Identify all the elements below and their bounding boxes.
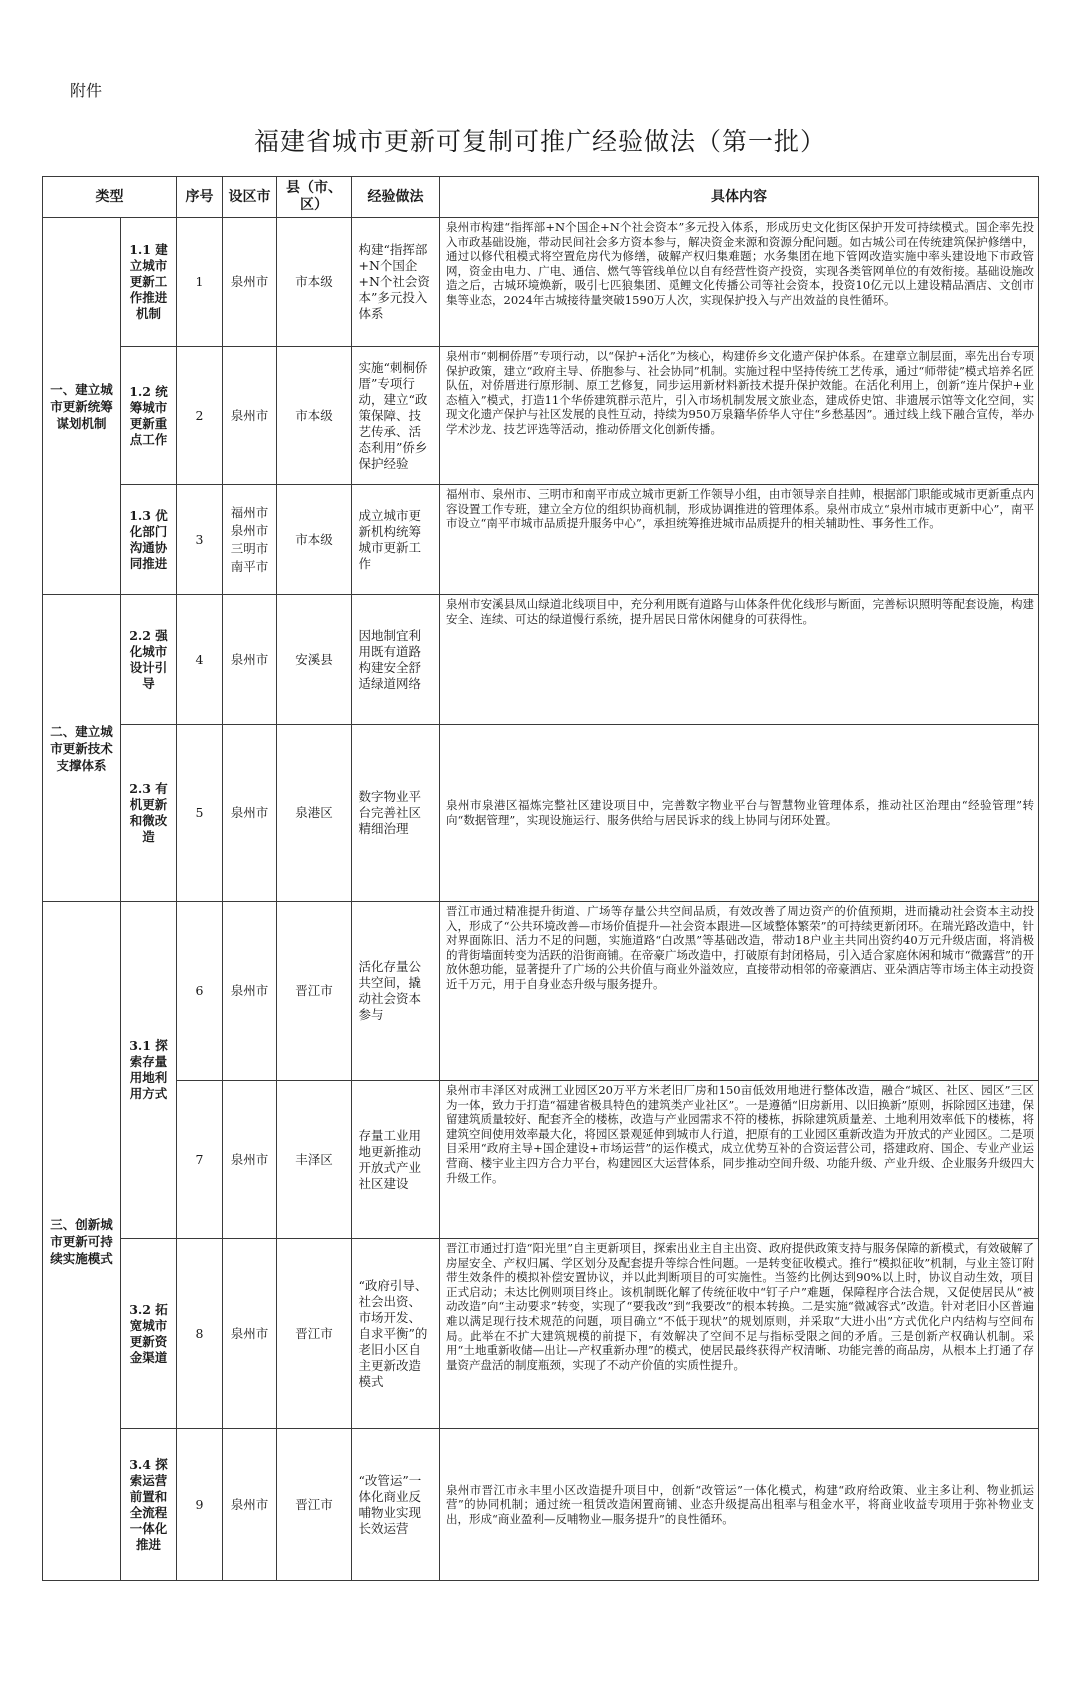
page-title: 福建省城市更新可复制可推广经验做法（第一批） <box>253 127 826 156</box>
table-header-row <box>43 177 1039 218</box>
experience-cell: 构建“指挥部+N个国企+N个社会资本”多元投入体系 <box>352 218 440 347</box>
city-cell: 泉州市 <box>223 1081 277 1239</box>
table-row <box>43 218 1039 347</box>
city-cell: 泉州市 <box>223 1429 277 1581</box>
category-cell: 二、建立城市更新技术支撑体系 <box>43 595 121 902</box>
experience-cell: “改管运”一体化商业反哺物业实现长效运营 <box>352 1429 440 1581</box>
subcategory-cell: 2.2 强化城市设计引导 <box>121 595 177 725</box>
content-cell: 福州市、泉州市、三明市和南平市成立城市更新工作领导小组，由市领导亲自挂帅，根据部门职能或城市更新重点内容设置工作专班，建立全方位的组织协商机制，形成协调推进的管理体系。泉州市成立“泉州市城市更新中心”，南平市设立“南平市城市品质提升服务中心”，承担统筹推进城市品质提升的相关辅助性、事务性工作。 <box>440 485 1039 595</box>
header-city: 设区市 <box>223 177 277 218</box>
content-cell: 泉州市晋江市永丰里小区改造提升项目中，创新“改管运”一体化模式，构建“政府给政策、业主多让利、物业抓运营”的协同机制；通过统一租赁改造闲置商铺、业态升级提高出租率与租金水平，将商业收益专项用于弥补物业支出，形成“商业盈利—反哺物业—服务提升”的良性循环。 <box>440 1429 1039 1581</box>
county-cell: 泉港区 <box>277 725 352 902</box>
attachment-label: 附件 <box>70 81 103 100</box>
row-number: 1 <box>177 218 223 347</box>
county-cell: 晋江市 <box>277 1429 352 1581</box>
city-cell: 泉州市 <box>223 218 277 347</box>
content-cell: 泉州市泉港区福炼完整社区建设项目中，完善数字物业平台与智慧物业管理体系，推动社区治理由“经验管理”转向“数据管理”，实现设施运行、服务供给与居民诉求的线上协同与闭环处置。 <box>440 725 1039 902</box>
county-cell: 晋江市 <box>277 902 352 1081</box>
subcategory-cell: 3.2 拓宽城市更新资金渠道 <box>121 1239 177 1429</box>
subcategory-cell: 3.4 探索运营前置和全流程一体化推进 <box>121 1429 177 1581</box>
table-row <box>43 1429 1039 1581</box>
header-type: 类型 <box>43 177 177 218</box>
city-cell: 泉州市 <box>223 347 277 485</box>
table-row <box>43 347 1039 485</box>
table-row <box>43 1081 1039 1239</box>
content-cell: 晋江市通过精准提升街道、广场等存量公共空间品质，有效改善了周边资产的价值预期，进而撬动社会资本主动投入，形成了“公共环境改善—市场价值提升—社会资本跟进—区域整体繁荣”的可持续更新闭环。在瑞光路改造中，针对界面陈旧、活力不足的问题，实施道路“白改黑”等基础改造，带动18户业主共同出资约40万元升级店面，将消极的背街墙面转变为活跃的沿街商铺。在帝豪广场改造中，打破原有封闭格局，引入适合家庭休闲和城市“微露营”的开放休憩功能，显著提升了广场的公共价值与商业外溢效应，直接带动相邻的帝豪酒店、亚朵酒店等市场主体主动投资近千万元，用于自身业态升级与服务提升。 <box>440 902 1039 1081</box>
table-row <box>43 485 1039 595</box>
experience-table <box>42 176 1039 1581</box>
row-number: 6 <box>177 902 223 1081</box>
subcategory-cell: 3.1 探索存量用地利用方式 <box>121 902 177 1239</box>
county-cell: 市本级 <box>277 485 352 595</box>
county-cell: 丰泽区 <box>277 1081 352 1239</box>
city-cell: 泉州市 <box>223 595 277 725</box>
content-cell: 泉州市构建“指挥部+N个国企+N个社会资本”多元投入体系，形成历史文化街区保护开发可持续模式。国企率先投入市政基础设施，带动民间社会多方资本参与，解决资金来源和资源分配问题。如古城公司在传统建筑保护修缮中，通过以修代租模式将空置危房代为修缮，破解产权归集难题；水务集团在地下管网改造实施中率头建设地下市政管网，资金由电力、广电、通信、燃气等管线单位以自有经营性资产投资，实现各类管网单位的有效衔接。基础设施改造之后，古城环境焕新，吸引七匹狼集团、觅鲤文化传播公司等社会资本，投资10亿元以上建设精品酒店、文创市集等业态，2024年古城接待量突破1590万人次，实现保护投入与产出效益的良性循环。 <box>440 218 1039 347</box>
experience-cell: 存量工业用地更新推动开放式产业社区建设 <box>352 1081 440 1239</box>
city-cell: 福州市 泉州市 三明市 南平市 <box>223 485 277 595</box>
header-content: 具体内容 <box>440 177 1039 218</box>
row-number: 4 <box>177 595 223 725</box>
city-cell: 泉州市 <box>223 902 277 1081</box>
header-experience: 经验做法 <box>352 177 440 218</box>
experience-cell: 实施“刺桐侨厝”专项行动，建立“政策保障、技艺传承、活态利用”侨乡保护经验 <box>352 347 440 485</box>
experience-cell: 成立城市更新机构统筹城市更新工作 <box>352 485 440 595</box>
experience-cell: 因地制宜利用既有道路构建安全舒适绿道网络 <box>352 595 440 725</box>
category-cell: 一、建立城市更新统筹谋划机制 <box>43 218 121 595</box>
county-cell: 市本级 <box>277 218 352 347</box>
row-number: 7 <box>177 1081 223 1239</box>
experience-cell: 活化存量公共空间，撬动社会资本参与 <box>352 902 440 1081</box>
subcategory-cell: 1.1 建立城市更新工作推进机制 <box>121 218 177 347</box>
header-county: 县（市、区） <box>277 177 352 218</box>
table-row <box>43 902 1039 1081</box>
county-cell: 安溪县 <box>277 595 352 725</box>
table-row <box>43 725 1039 902</box>
row-number: 2 <box>177 347 223 485</box>
subcategory-cell: 1.3 优化部门沟通协同推进 <box>121 485 177 595</box>
content-cell: 晋江市通过打造“阳光里”自主更新项目，探索出业主自主出资、政府提供政策支持与服务保障的新模式，有效破解了房屋安全、产权归属、学区划分及配套提升等综合性问题。一是转变征收模式。推行“模拟征收”机制，与业主签订附带生效条件的模拟补偿安置协议，并以此判断项目的可实施性。当签约比例达到90%以上时，协议自动生效，项目正式启动；未达比例则项目终止。该机制既化解了传统征收中“钉子户”难题，保障程序合法合规，又促使居民从“被动改造”向“主动要求”转变，实现了“要我改”到“我要改”的根本转换。二是实施“微减容式”改造。针对老旧小区普遍难以满足现行技术规范的问题，项目确立“不低于现状”的规划原则，并采取“大进小出”方式优化户内结构与空间布局。此举在不扩大建筑规模的前提下，有效解决了空间不足与指标受限之间的矛盾。三是创新产权确认机制。采用“土地重新收储—出让—产权重新办理”的模式，使居民最终获得产权清晰、功能完善的商品房，从根本上打通了存量资产盘活的制度瓶颈，实现了不动产价值的实质性提升。 <box>440 1239 1039 1429</box>
row-number: 3 <box>177 485 223 595</box>
table-row <box>43 1239 1039 1429</box>
experience-cell: “政府引导、社会出资、市场开发、自求平衡”的老旧小区自主更新改造模式 <box>352 1239 440 1429</box>
row-number: 9 <box>177 1429 223 1581</box>
content-cell: 泉州市丰泽区对成洲工业园区20万平方米老旧厂房和150亩低效用地进行整体改造，融合“城区、社区、园区”三区为一体，致力于打造“福建省极具特色的建筑类产业社区”。一是遵循“旧房新用、以旧换新”原则，拆除园区违建，保留建筑质量较好、配套齐全的楼栋，改造与产业园需求不符的楼栋，拆除建筑质量差、土地利用效率低下的楼栋，将建筑空间使用效率最大化，将园区景观延伸到城市人行道，把原有的工业园区重新改造为开放式的产业园区。二是项目采用“政府主导+国企建设+市场运营”的运作模式，成立优势互补的合资运营公司，搭建政府、国企、专业产业运营商、楼宇业主四方合力平台，构建园区大运营体系，同步推动空间升级、功能升级、产业升级、企业服务升级四大升级工作。 <box>440 1081 1039 1239</box>
subcategory-cell: 2.3 有机更新和微改造 <box>121 725 177 902</box>
row-number: 8 <box>177 1239 223 1429</box>
city-cell: 泉州市 <box>223 725 277 902</box>
row-number: 5 <box>177 725 223 902</box>
county-cell: 晋江市 <box>277 1239 352 1429</box>
category-cell: 三、创新城市更新可持续实施模式 <box>43 902 121 1581</box>
city-cell: 泉州市 <box>223 1239 277 1429</box>
subcategory-cell: 1.2 统筹城市更新重点工作 <box>121 347 177 485</box>
content-cell: 泉州市“刺桐侨厝”专项行动，以“保护+活化”为核心，构建侨乡文化遗产保护体系。在建章立制层面，率先出台专项保护政策，建立“政府主导、侨胞参与、社会协同”机制。实施过程中坚持传统工艺传承，通过“师带徒”模式培养名匠队伍，对侨厝进行原形制、原工艺修复，同步运用新材料新技术提升保护效能。在活化利用上，创新“连片保护+业态植入”模式，打造11个华侨建筑群示范片，引入市场机制发展文旅业态，建成侨史馆、非遗展示馆等文化空间，实现文化遗产保护与社区发展的良性互动，持续为950万泉籍华侨华人守住“乡愁基因”。通过线上线下融合宣传，举办学术沙龙、技艺评选等活动，推动侨厝文化创新传播。 <box>440 347 1039 485</box>
header-number: 序号 <box>177 177 223 218</box>
table-row <box>43 595 1039 725</box>
content-cell: 泉州市安溪县凤山绿道北线项目中，充分利用既有道路与山体条件优化线形与断面，完善标识照明等配套设施，构建安全、连续、可达的绿道慢行系统，提升居民日常休闲健身的可获得性。 <box>440 595 1039 725</box>
county-cell: 市本级 <box>277 347 352 485</box>
experience-cell: 数字物业平台完善社区精细治理 <box>352 725 440 902</box>
